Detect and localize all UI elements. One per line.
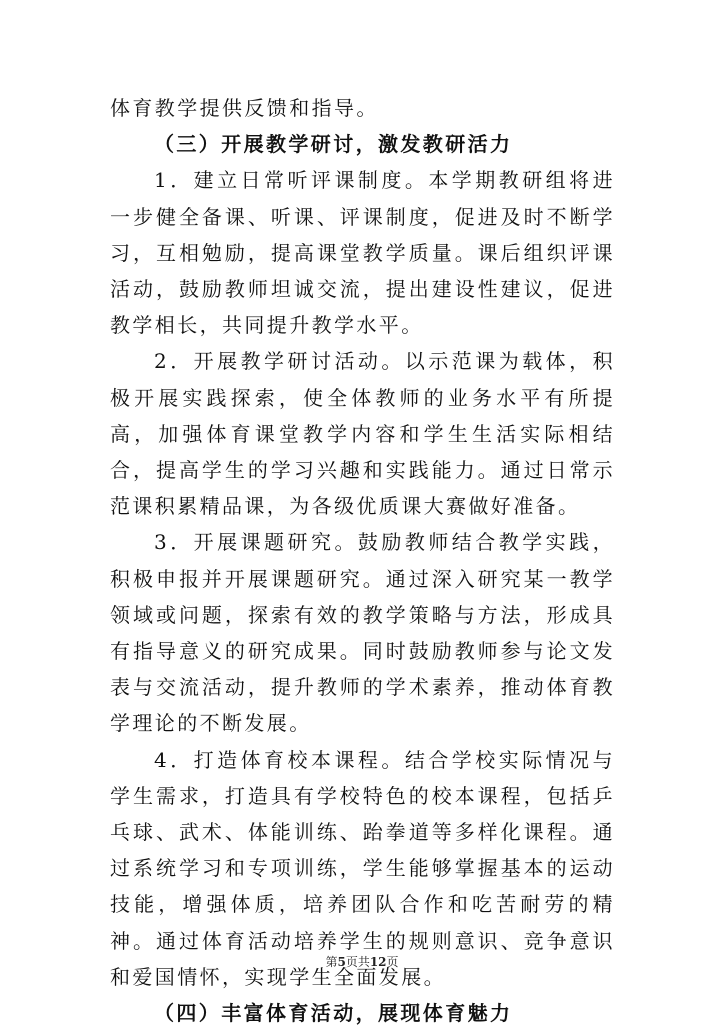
section-heading-3: （三）开展教学研讨，激发教研活力 xyxy=(154,132,513,157)
section-heading-4: （四）丰富体育活动，展现体育魅力 xyxy=(154,1001,513,1026)
footer-current-page: 5 xyxy=(337,955,346,969)
footer-middle: 页共 xyxy=(345,955,370,969)
paragraph-item-4: 4．打造体育校本课程。结合学校实际情况与学生需求，打造具有学校特色的校本课程，包括乒乓球、武术、体能训练、跆拳道等多样化课程。通过系统学习和专项训练，学生能够掌握基本的运动技能，增强体质，培养团队合作和吃苦耐劳的精神。通过体育活动培养学生的规则意识、竞争意识和爱国情怀，实现学生全面发展。 xyxy=(110,747,615,989)
footer-suffix: 页 xyxy=(386,955,399,969)
paragraph-continuation: 体育教学提供反馈和指导。 xyxy=(110,96,379,120)
paragraph-item-1: 1．建立日常听评课制度。本学期教研组将进一步健全备课、听课、评课制度，促进及时不断学习，互相勉励，提高课堂教学质量。课后组织评课活动，鼓励教师坦诚交流，提出建设性建议，促进教学相长，共同提升教学水平。 xyxy=(110,168,615,338)
footer-total-pages: 12 xyxy=(369,955,387,969)
page-footer xyxy=(0,953,724,970)
paragraph-item-3: 3．开展课题研究。鼓励教师结合教学实践，积极申报并开展课题研究。通过深入研究某一教学领域或问题，探索有效的教学策略与方法，形成具有指导意义的研究成果。同时鼓励教师参与论文发表与交流活动，提升教师的学术素养，推动体育教学理论的不断发展。 xyxy=(110,530,615,736)
footer-prefix: 第 xyxy=(325,955,338,969)
paragraph-item-2: 2．开展教学研讨活动。以示范课为载体，积极开展实践探索，使全体教师的业务水平有所提高，加强体育课堂教学内容和学生生活实际相结合，提高学生的学习兴趣和实践能力。通过日常示范课积累精品课，为各级优质课大赛做好准备。 xyxy=(110,349,615,519)
document-body xyxy=(110,90,615,1031)
